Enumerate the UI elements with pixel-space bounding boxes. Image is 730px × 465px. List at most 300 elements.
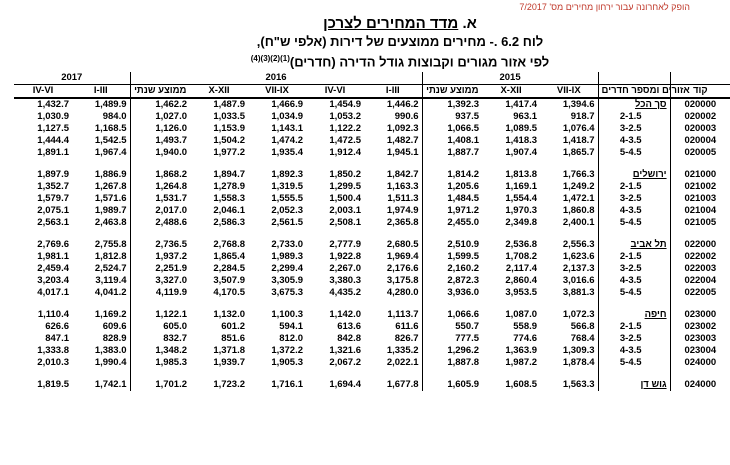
value-cell: 4,280.0: [364, 287, 422, 299]
col-i-iii-2017: I-III: [72, 85, 130, 99]
value-cell: 1,579.7: [37, 193, 69, 204]
row-code: 023004: [670, 345, 730, 357]
value-cell: 1,169.2: [72, 309, 130, 321]
value-cell: 1,034.9: [271, 111, 304, 122]
value-cell: 1,945.1: [364, 147, 422, 159]
col-i-iii-2016: I-III: [364, 85, 422, 99]
value-cell: 1,907.4: [505, 147, 538, 158]
value-cell: 2,022.1: [364, 357, 422, 369]
value-cell: 1,418.3: [505, 135, 538, 146]
value-cell: 3,953.5: [505, 287, 538, 298]
value-cell: 1,296.2: [447, 345, 480, 356]
value-cell: 1,132.0: [213, 309, 246, 320]
value-cell: 1,865.7: [562, 147, 595, 158]
value-cell: 1,716.1: [271, 379, 304, 390]
value-cell: 1,153.9: [213, 123, 246, 134]
table-row: [14, 169, 730, 181]
table-body: [14, 98, 730, 391]
rooms-range: 2-1.5: [598, 251, 670, 263]
value-cell: 1,309.3: [562, 345, 595, 356]
row-code: 020004: [670, 135, 730, 147]
value-cell: 3,675.3: [271, 287, 304, 298]
value-cell: 1,466.9: [271, 99, 304, 110]
col-x-xii-2015: X-XII: [482, 85, 540, 99]
value-cell: 1,605.9: [447, 379, 480, 390]
value-cell: 609.6: [72, 321, 130, 333]
row-code: 023000: [670, 309, 730, 321]
value-cell: 768.4: [570, 333, 595, 344]
table-row: [14, 287, 730, 299]
value-cell: 1,335.2: [364, 345, 422, 357]
value-cell: 1,076.4: [562, 123, 595, 134]
value-cell: 1,897.9: [37, 169, 69, 180]
value-cell: 1,912.4: [329, 147, 362, 158]
value-cell: 1,267.8: [72, 181, 130, 193]
value-cell: 1,122.2: [329, 123, 362, 134]
value-cell: 777.5: [455, 333, 480, 344]
value-cell: 2,067.2: [329, 357, 362, 368]
title-prefix: א.: [462, 15, 477, 32]
value-cell: 1,408.1: [447, 135, 480, 146]
row-code: 022004: [670, 275, 730, 287]
value-cell: 984.0: [72, 111, 130, 123]
group-spacer: [14, 229, 730, 239]
value-cell: 1,985.3: [155, 357, 188, 368]
rooms-range: 3-2.5: [598, 193, 670, 205]
value-cell: 1,608.5: [505, 379, 538, 390]
row-code: 022002: [670, 251, 730, 263]
col-avg-2015: ממוצע שנתי: [422, 85, 482, 99]
col-vii-ix-2016: VII-IX: [248, 85, 306, 99]
value-cell: 1,971.2: [447, 205, 480, 216]
table-row: [14, 193, 730, 205]
rooms-range: 3-2.5: [598, 333, 670, 345]
table-row: [14, 205, 730, 217]
value-cell: 1,819.5: [37, 379, 69, 390]
value-cell: 1,126.0: [155, 123, 188, 134]
value-cell: 613.6: [337, 321, 362, 332]
value-cell: 2,459.4: [37, 263, 69, 274]
value-cell: 1,321.6: [329, 345, 362, 356]
value-cell: 1,742.1: [72, 379, 130, 391]
value-cell: 774.6: [513, 333, 538, 344]
value-cell: 1,278.9: [213, 181, 246, 192]
year-header-row: [14, 72, 730, 85]
value-cell: 3,203.4: [37, 275, 69, 286]
value-cell: 1,542.5: [72, 135, 130, 147]
value-cell: 963.1: [513, 111, 538, 122]
value-cell: 558.9: [513, 321, 538, 332]
table-row: [14, 321, 730, 333]
row-code: 021004: [670, 205, 730, 217]
value-cell: 2,777.9: [329, 239, 362, 250]
rooms-range: 4-3.5: [598, 275, 670, 287]
value-cell: 990.6: [364, 111, 422, 123]
value-cell: 2,768.8: [213, 239, 246, 250]
price-table: [14, 72, 730, 391]
table-row: [14, 239, 730, 251]
col-avg-2016: ממוצע שנתי: [130, 85, 190, 99]
value-cell: 1,319.5: [271, 181, 304, 192]
table-row: [14, 379, 730, 391]
value-cell: 2,733.0: [271, 239, 304, 250]
value-cell: 1,865.4: [213, 251, 246, 262]
value-cell: 1,444.4: [37, 135, 69, 146]
value-cell: 4,435.2: [329, 287, 362, 298]
value-cell: 1,482.7: [364, 135, 422, 147]
col-iv-vi-2017: IV-VI: [14, 85, 72, 99]
value-cell: 1,033.5: [213, 111, 246, 122]
value-cell: 1,558.3: [213, 193, 246, 204]
value-cell: 1,392.3: [447, 99, 480, 110]
value-cell: 1,484.5: [447, 193, 480, 204]
value-cell: 1,168.5: [72, 123, 130, 135]
rooms-range: 3-2.5: [598, 263, 670, 275]
value-cell: 3,327.0: [155, 275, 188, 286]
value-cell: 1,987.2: [505, 357, 538, 368]
row-code: 023002: [670, 321, 730, 333]
year-2015: 2015: [422, 72, 598, 85]
value-cell: 1,571.6: [72, 193, 130, 205]
rooms-range: 4-3.5: [598, 345, 670, 357]
value-cell: 1,489.9: [72, 98, 130, 111]
value-cell: 1,813.8: [505, 169, 538, 180]
value-cell: 3,175.8: [364, 275, 422, 287]
row-code: 021002: [670, 181, 730, 193]
value-cell: 1,969.4: [364, 251, 422, 263]
col-vii-ix-2015: VII-IX: [540, 85, 598, 99]
value-cell: 1,887.7: [447, 147, 480, 158]
value-cell: 1,089.5: [505, 123, 538, 134]
value-cell: 1,487.9: [213, 99, 246, 110]
value-cell: 1,623.6: [562, 251, 595, 262]
value-cell: 1,100.3: [271, 309, 304, 320]
title-main: מדד המחירים לצרכן: [323, 15, 459, 32]
value-cell: 1,072.3: [562, 309, 595, 320]
value-cell: 1,922.8: [329, 251, 362, 262]
value-cell: 2,251.9: [155, 263, 188, 274]
table-row: [14, 123, 730, 135]
value-cell: 1,372.2: [271, 345, 304, 356]
value-cell: 1,868.2: [155, 169, 188, 180]
value-cell: 1,249.2: [562, 181, 595, 192]
region-name: תל אביב: [598, 239, 670, 251]
group-spacer: [14, 299, 730, 309]
value-cell: 1,555.5: [271, 193, 304, 204]
value-cell: 2,736.5: [155, 239, 188, 250]
col-code: קוד: [670, 85, 730, 99]
value-cell: 1,708.2: [505, 251, 538, 262]
row-code: 022003: [670, 263, 730, 275]
year-2016: 2016: [130, 72, 422, 85]
value-cell: 1,500.4: [329, 193, 362, 204]
value-cell: 594.1: [279, 321, 304, 332]
row-code: 024000: [670, 379, 730, 391]
region-name: גוש דן: [598, 379, 670, 391]
value-cell: 1,974.9: [364, 205, 422, 217]
value-cell: 1,766.3: [562, 169, 595, 180]
value-cell: 3,881.3: [562, 287, 595, 298]
value-cell: 1,122.1: [155, 309, 188, 320]
value-cell: 2,561.5: [271, 217, 304, 228]
value-cell: 1,970.3: [505, 205, 538, 216]
value-cell: 3,119.4: [72, 275, 130, 287]
value-cell: 1,894.7: [213, 169, 246, 180]
rooms-range: 5-4.5: [598, 357, 670, 369]
table-row: [14, 147, 730, 159]
value-cell: 605.0: [163, 321, 188, 332]
value-cell: 1,066.6: [447, 309, 480, 320]
row-code: 021003: [670, 193, 730, 205]
value-cell: 2,508.1: [329, 217, 362, 228]
value-cell: 2,524.7: [72, 263, 130, 275]
value-cell: 1,989.3: [271, 251, 304, 262]
value-cell: 1,937.2: [155, 251, 188, 262]
value-cell: 601.2: [221, 321, 246, 332]
value-cell: 2,299.4: [271, 263, 304, 274]
value-cell: 1,677.8: [364, 379, 422, 391]
rooms-range: 5-4.5: [598, 217, 670, 229]
value-cell: 4,017.1: [37, 287, 69, 298]
value-cell: 2,267.0: [329, 263, 362, 274]
rooms-range: 3-2.5: [598, 123, 670, 135]
region-name: סך הכל: [598, 98, 670, 111]
value-cell: 2,017.0: [155, 205, 188, 216]
row-code: 020003: [670, 123, 730, 135]
value-cell: 1,989.7: [72, 205, 130, 217]
value-cell: 1,462.2: [155, 99, 188, 110]
rooms-range: 5-4.5: [598, 287, 670, 299]
value-cell: 826.7: [364, 333, 422, 345]
value-cell: 1,205.6: [447, 181, 480, 192]
table-row: [14, 263, 730, 275]
table-row: [14, 217, 730, 229]
value-cell: 2,365.8: [364, 217, 422, 229]
value-cell: 1,163.3: [364, 181, 422, 193]
region-name: ירושלים: [598, 169, 670, 181]
footnote-marks: (1)(2)(3)(4): [250, 54, 290, 63]
value-cell: 1,472.5: [329, 135, 362, 146]
value-cell: 2,075.1: [37, 205, 69, 216]
value-cell: 1,110.4: [37, 309, 69, 320]
value-cell: 1,142.0: [329, 309, 362, 320]
value-cell: 1,352.7: [37, 181, 69, 192]
value-cell: 2,755.8: [72, 239, 130, 251]
table-row: [14, 357, 730, 369]
value-cell: 1,842.7: [364, 169, 422, 181]
value-cell: 2,563.1: [37, 217, 69, 228]
value-cell: 2,160.2: [447, 263, 480, 274]
value-cell: 2,176.6: [364, 263, 422, 275]
year-2017: 2017: [14, 72, 130, 85]
value-cell: 1,531.7: [155, 193, 188, 204]
value-cell: 2,400.1: [562, 217, 595, 228]
value-cell: 1,940.0: [155, 147, 188, 158]
row-code: 024000: [670, 357, 730, 369]
value-cell: 1,511.3: [364, 193, 422, 205]
value-cell: 1,886.9: [72, 169, 130, 181]
title-block: [110, 14, 690, 70]
value-cell: 1,418.7: [562, 135, 595, 146]
value-cell: 1,939.7: [213, 357, 246, 368]
column-header-row: [14, 85, 730, 99]
rooms-range: 2-1.5: [598, 181, 670, 193]
rooms-range: 2-1.5: [598, 111, 670, 123]
value-cell: 1,383.0: [72, 345, 130, 357]
value-cell: 550.7: [455, 321, 480, 332]
table-subtitle-line1: לוח 6.2 .- מחירים ממוצעים של דירות (אלפי ש"ח),: [256, 34, 544, 49]
value-cell: 2,556.3: [562, 239, 595, 250]
value-cell: 2,010.3: [37, 357, 69, 368]
value-cell: 1,472.1: [562, 193, 595, 204]
rooms-range: 5-4.5: [598, 147, 670, 159]
value-cell: 2,455.0: [447, 217, 480, 228]
rooms-range: 4-3.5: [598, 205, 670, 217]
row-code: 020005: [670, 147, 730, 159]
row-code: 021000: [670, 169, 730, 181]
value-cell: 611.6: [364, 321, 422, 333]
row-code: 021005: [670, 217, 730, 229]
table-row: [14, 98, 730, 111]
table-row: [14, 275, 730, 287]
value-cell: 1,977.2: [213, 147, 246, 158]
table-row: [14, 181, 730, 193]
value-cell: 2,872.3: [447, 275, 480, 286]
value-cell: 1,087.0: [505, 309, 538, 320]
value-cell: 1,892.3: [271, 169, 304, 180]
rooms-range: 2-1.5: [598, 321, 670, 333]
table-row: [14, 135, 730, 147]
value-cell: 2,769.6: [37, 239, 69, 250]
value-cell: 1,990.4: [72, 357, 130, 369]
value-cell: 2,117.4: [505, 263, 538, 274]
value-cell: 1,066.5: [447, 123, 480, 134]
value-cell: 1,563.3: [562, 379, 595, 390]
group-spacer: [14, 369, 730, 379]
value-cell: 1,446.2: [364, 98, 422, 111]
value-cell: 828.9: [72, 333, 130, 345]
value-cell: 1,299.5: [329, 181, 362, 192]
value-cell: 1,599.5: [447, 251, 480, 262]
table-row: [14, 251, 730, 263]
value-cell: 1,554.4: [505, 193, 538, 204]
page-title: [110, 14, 690, 33]
value-cell: 1,371.8: [213, 345, 246, 356]
value-cell: 1,504.2: [213, 135, 246, 146]
value-cell: 1,348.2: [155, 345, 188, 356]
value-cell: 1,053.2: [329, 111, 362, 122]
row-code: 020000: [670, 98, 730, 111]
value-cell: 3,305.9: [271, 275, 304, 286]
value-cell: 2,284.5: [213, 263, 246, 274]
value-cell: 1,493.7: [155, 135, 188, 146]
value-cell: 3,016.6: [562, 275, 595, 286]
value-cell: 1,814.2: [447, 169, 480, 180]
row-code: 020002: [670, 111, 730, 123]
table-row: [14, 345, 730, 357]
value-cell: 2,046.1: [213, 205, 246, 216]
value-cell: 1,394.6: [562, 99, 595, 110]
value-cell: 847.1: [45, 333, 69, 344]
value-cell: 4,119.9: [155, 287, 188, 298]
value-cell: 832.7: [163, 333, 188, 344]
value-cell: 1,905.3: [271, 357, 304, 368]
value-cell: 1,432.7: [37, 99, 69, 110]
value-cell: 626.6: [45, 321, 69, 332]
value-cell: 1,878.4: [562, 357, 595, 368]
value-cell: 1,030.9: [37, 111, 69, 122]
value-cell: 3,936.0: [447, 287, 480, 298]
value-cell: 2,536.8: [505, 239, 538, 250]
value-cell: 1,967.4: [72, 147, 130, 159]
value-cell: 3,507.9: [213, 275, 246, 286]
value-cell: 2,510.9: [447, 239, 480, 250]
col-iv-vi-2016: IV-VI: [306, 85, 364, 99]
table-row: [14, 309, 730, 321]
value-cell: 2,137.3: [562, 263, 595, 274]
value-cell: 1,027.0: [155, 111, 188, 122]
table-row: [14, 111, 730, 123]
rooms-range: 4-3.5: [598, 135, 670, 147]
row-code: 023003: [670, 333, 730, 345]
value-cell: 1,850.2: [329, 169, 362, 180]
value-cell: 2,586.3: [213, 217, 246, 228]
row-code: 022005: [670, 287, 730, 299]
value-cell: 2,488.6: [155, 217, 188, 228]
table-subtitle-line2: לפי אזור מגורים וקבוצות גודל הדירה (חדרים)$^{(1)(2)(3)(4)}$: [250, 54, 550, 70]
value-cell: 812.0: [279, 333, 304, 344]
value-cell: 2,680.5: [364, 239, 422, 251]
value-cell: 1,887.8: [447, 357, 480, 368]
value-cell: 1,169.1: [505, 181, 538, 192]
value-cell: 1,333.8: [37, 345, 69, 356]
value-cell: 2,860.4: [505, 275, 538, 286]
value-cell: 851.6: [221, 333, 246, 344]
value-cell: 2,052.3: [271, 205, 304, 216]
value-cell: 1,092.3: [364, 123, 422, 135]
value-cell: 1,143.1: [271, 123, 304, 134]
value-cell: 937.5: [455, 111, 480, 122]
value-cell: 1,417.4: [505, 99, 538, 110]
value-cell: 1,474.2: [271, 135, 304, 146]
group-spacer: [14, 159, 730, 169]
value-cell: 566.8: [570, 321, 595, 332]
value-cell: 1,454.9: [329, 99, 362, 110]
value-cell: 918.7: [570, 111, 595, 122]
row-code: 022000: [670, 239, 730, 251]
value-cell: 1,860.8: [562, 205, 595, 216]
value-cell: 1,701.2: [155, 379, 188, 390]
value-cell: 842.8: [337, 333, 362, 344]
value-cell: 1,981.1: [37, 251, 69, 262]
publication-note: הופק לאחרונה עבור ירחון מחירים מס' 7/2017: [519, 2, 690, 12]
value-cell: 1,363.9: [505, 345, 538, 356]
value-cell: 1,812.8: [72, 251, 130, 263]
value-cell: 1,127.5: [37, 123, 69, 134]
value-cell: 3,380.3: [329, 275, 362, 286]
value-cell: 1,113.7: [364, 309, 422, 321]
value-cell: 1,694.4: [329, 379, 362, 390]
value-cell: 4,170.5: [213, 287, 246, 298]
value-cell: 1,891.1: [37, 147, 69, 158]
region-name: חיפה: [598, 309, 670, 321]
table-row: [14, 333, 730, 345]
col-x-xii-2016: X-XII: [190, 85, 248, 99]
value-cell: 2,003.1: [329, 205, 362, 216]
value-cell: 1,723.2: [213, 379, 246, 390]
value-cell: 2,463.8: [72, 217, 130, 229]
value-cell: 1,935.4: [271, 147, 304, 158]
